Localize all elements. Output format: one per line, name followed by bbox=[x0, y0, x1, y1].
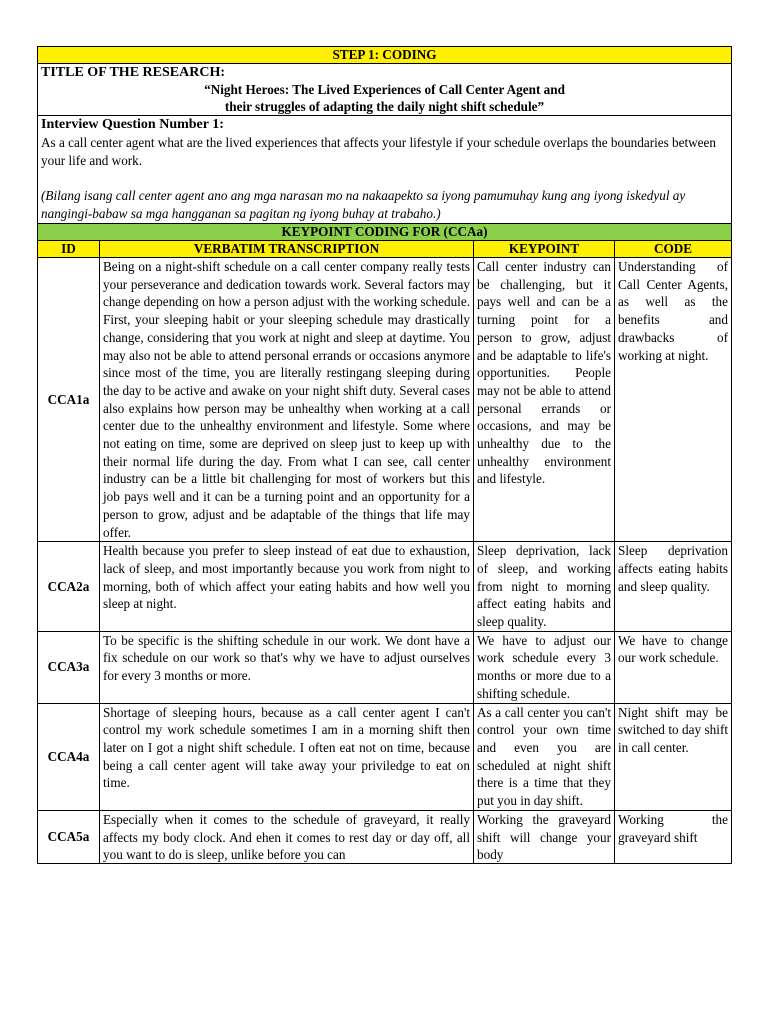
verbatim-cell: Health because you prefer to sleep instead of eat due to exhaustion, lack of sleep, and most importantly because you work from night to morning, both of which affect your eating habits and how well you sleep at night. bbox=[100, 542, 474, 632]
row-id: CCA2a bbox=[38, 542, 100, 632]
research-title-line2: their struggles of adapting the daily night shift schedule” bbox=[224, 99, 545, 114]
table-row bbox=[38, 542, 732, 632]
row-id: CCA5a bbox=[38, 810, 100, 863]
table-row bbox=[38, 631, 732, 703]
column-header-keypoint: KEYPOINT bbox=[474, 241, 615, 258]
verbatim-cell: To be specific is the shifting schedule in our work. We dont have a fix schedule on our work so that's why we have to adjust ourselves for every 3 months or more. bbox=[100, 631, 474, 703]
column-header-verbatim: VERBATIM TRANSCRIPTION bbox=[100, 241, 474, 258]
column-header-code: CODE bbox=[615, 241, 732, 258]
code-cell: Understanding of Call Center Agents, as well as the benefits and drawbacks of working at night. bbox=[615, 258, 732, 542]
code-cell: Sleep deprivation affects eating habits and sleep quality. bbox=[615, 542, 732, 632]
row-id: CCA1a bbox=[38, 258, 100, 542]
table-row bbox=[38, 258, 732, 542]
coding-table bbox=[37, 46, 732, 864]
keypoint-text: Working the graveyard shift will change your body bbox=[477, 811, 611, 863]
question-cell bbox=[38, 116, 732, 224]
keypoint-cell: Call center industry can be challenging, but it pays well and can be a turning point for a person to grow, adjust and be adaptable to life's opportunities. People may not be able to attend personal errands or occasions, and may be unhealthy due to the unhealthy environment and lifestyle. bbox=[474, 258, 615, 542]
code-cell: Night shift may be switched to day shift in call center. bbox=[615, 703, 732, 810]
row-id: CCA3a bbox=[38, 631, 100, 703]
question-label: Interview Question Number 1: bbox=[41, 117, 224, 132]
question-filipino: (Bilang isang call center agent ano ang mga narasan mo na nakaapekto sa iyong pamumuhay kung ang iyong iskedyul ay nangingi-babaw sa mga hangganan sa pagitan ng iyong buhay at trabaho.) bbox=[41, 188, 686, 221]
code-text: Working the graveyard shift bbox=[618, 811, 728, 845]
keypoint-cell: Sleep deprivation, lack of sleep, and working from night to morning affect eating habits and sleep quality. bbox=[474, 542, 615, 632]
table-row bbox=[38, 703, 732, 810]
coding-sheet bbox=[37, 46, 731, 864]
research-title-cell bbox=[38, 64, 732, 116]
keypoint-cell bbox=[474, 810, 615, 863]
verbatim-cell bbox=[100, 810, 474, 863]
research-title-line1: “Night Heroes: The Lived Experiences of Call Center Agent and bbox=[204, 82, 565, 97]
keypoint-cell: We have to adjust our work schedule every 3 months or more due to a shifting schedule. bbox=[474, 631, 615, 703]
verbatim-cell: Shortage of sleeping hours, because as a call center agent I can't control my work schedule sometimes I am in a morning shift then later on I got a night shift schedule. I often eat not on time, because being a call center agent will take away your priviledge to eat on time. bbox=[100, 703, 474, 810]
table-row bbox=[38, 810, 732, 863]
research-label: TITLE OF THE RESEARCH: bbox=[41, 65, 225, 80]
keypoint-cell: As a call center you can't control your own time and even you are scheduled at night shift there is a time that they put you in day shift. bbox=[474, 703, 615, 810]
keypoint-coding-header: KEYPOINT CODING FOR (CCAa) bbox=[38, 224, 732, 241]
column-header-id: ID bbox=[38, 241, 100, 258]
verbatim-text: Especially when it comes to the schedule of graveyard, it really affects my body clock. And ehen it comes to rest day or day off, all you want to do is sleep, unlike before you can bbox=[103, 811, 470, 863]
spacer bbox=[41, 170, 728, 187]
row-id: CCA4a bbox=[38, 703, 100, 810]
question-english: As a call center agent what are the lived experiences that affects your lifestyle if your schedule overlaps the boundaries between your life and work. bbox=[41, 135, 716, 168]
verbatim-cell: Being on a night-shift schedule on a call center company really tests your perseverance and dedication towards work. Several factors may change depending on how a person adjust with the working schedule. First, your sleeping habit or your sleeping schedule may drastically change, considering that you work at night and sleep at daytime. You may also not be able to attend personal errands or occasions anymore since most of the time, you are literally restingang sleeping during the day to be active and awake on your night shift duty. Several cases also explains how person may be unhealthy when working at a call center due to the unhealthy environment and lifestyle. Some where not eating on time, some are deprived on sleep just to keep up with their normal life during the day. From what I can see, call center industry can be a little bit challenging for most of workers but this job pays well and it can be a turning point and an opportunity for a person to grow, adjust and be adaptable of the things that life may offer. bbox=[100, 258, 474, 542]
code-cell: We have to change our work schedule. bbox=[615, 631, 732, 703]
step-title: STEP 1: CODING bbox=[38, 47, 732, 64]
code-cell bbox=[615, 810, 732, 863]
